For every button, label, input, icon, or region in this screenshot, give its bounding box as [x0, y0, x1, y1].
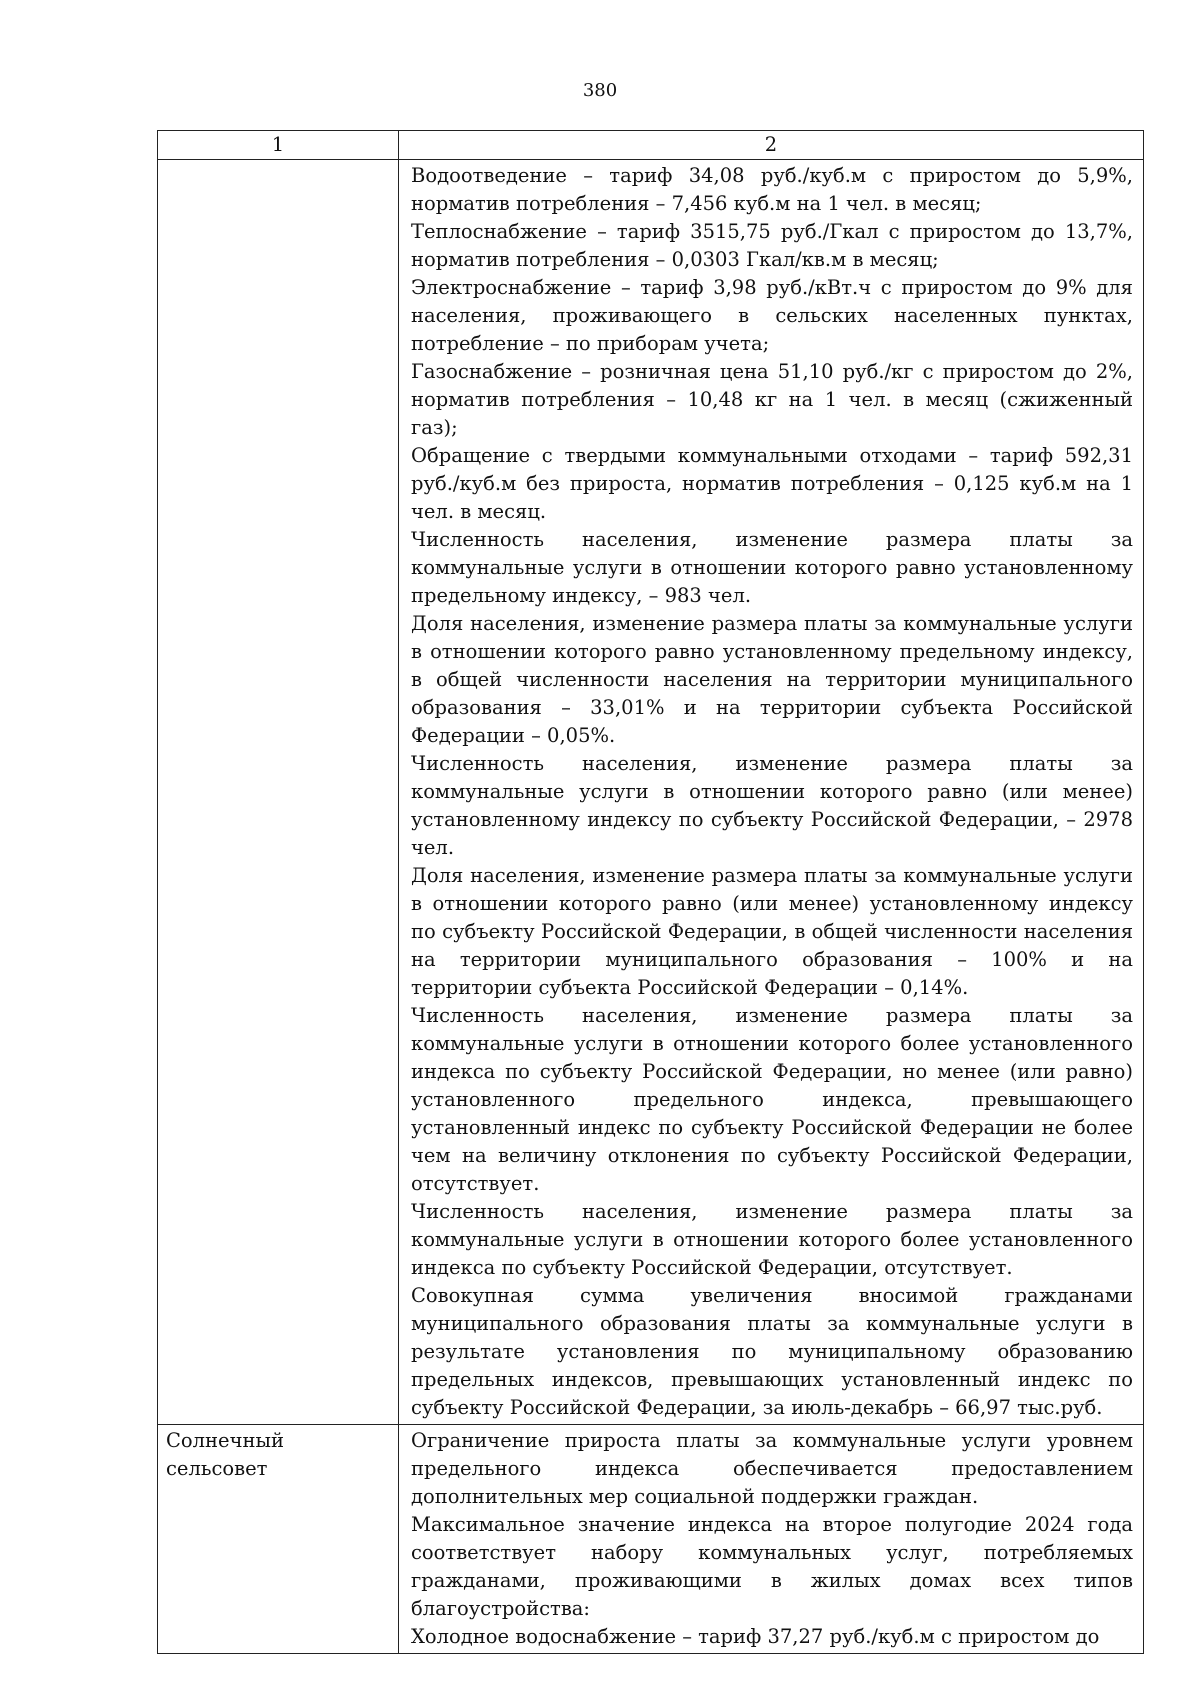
paragraph-gas-supply: Газоснабжение – розничная цена 51,10 руб./кг с приростом до 2%, норматив потребления – 10,48 кг на 1 чел. в месяц (сжиженный газ); — [411, 360, 1133, 439]
paragraph-growth-limit: Ограничение прироста платы за коммунальные услуги уровнем предельного индекса обеспечивается предоставлением дополнительных мер социальной поддержки граждан. — [411, 1429, 1133, 1508]
paragraph-share-equal-limit: Доля населения, изменение размера платы за коммунальные услуги в отношении которого равно установленному предельному индексу, в общей численности населения на территории муниципального образования – 33,01% и на территории субъекта Российской Федерации – 0,05%. — [411, 612, 1133, 747]
paragraph-electricity: Электроснабжение – тариф 3,98 руб./кВт.ч с приростом до 9% для населения, проживающего в сельских населенных пунктах, потребление – по приборам учета; — [411, 276, 1133, 355]
municipality-type: сельсовет — [166, 1457, 268, 1480]
municipality-cell — [158, 160, 399, 1425]
paragraph-solid-waste: Обращение с твердыми коммунальными отходами – тариф 592,31 руб./куб.м без прироста, норматив потребления – 0,125 куб.м на 1 чел. в месяц. — [411, 444, 1133, 523]
paragraph-cold-water: Холодное водоснабжение – тариф 37,27 руб./куб.м с приростом до — [411, 1625, 1100, 1648]
indicators-cell — [399, 160, 1144, 1425]
column-header-1: 1 — [158, 131, 399, 160]
paragraph-share-below-index: Доля населения, изменение размера платы за коммунальные услуги в отношении которого равно (или менее) установленному индексу по субъекту Российской Федерации, в общей численности населения на территории муниципального образования – 100% и на территории субъекта Российской Федерации – 0,14%. — [411, 864, 1133, 999]
paragraph-population-equal-limit: Численность населения, изменение размера платы за коммунальные услуги в отношении которого равно установленному предельному индексу, – 983 чел. — [411, 528, 1133, 607]
document-table — [157, 130, 1144, 1654]
paragraph-population-above-index: Численность населения, изменение размера платы за коммунальные услуги в отношении которого более установленного индекса по субъекту Российской Федерации, отсутствует. — [411, 1200, 1133, 1279]
page-number: 380 — [582, 80, 618, 101]
table-row — [158, 160, 1144, 1425]
municipality-name: Солнечный — [166, 1429, 284, 1452]
paragraph-heat-supply: Теплоснабжение – тариф 3515,75 руб./Гкал с приростом до 13,7%, норматив потребления – 0,0303 Гкал/кв.м в месяц; — [411, 220, 1133, 271]
municipality-cell — [158, 1425, 399, 1654]
paragraph-max-index: Максимальное значение индекса на второе полугодие 2024 года соответствует набору коммунальных услуг, потребляемых гражданами, проживающими в жилых домах всех типов благоустройства: — [411, 1513, 1133, 1620]
table-row — [158, 1425, 1144, 1654]
indicators-cell — [399, 1425, 1144, 1654]
column-header-2: 2 — [399, 131, 1144, 160]
paragraph-population-between-indexes: Численность населения, изменение размера платы за коммунальные услуги в отношении которого более установленного индекса по субъекту Российской Федерации, но менее (или равно) установленного предельного индекса, превышающего установленный индекс по субъекту Российской Федерации не более чем на величину отклонения по субъекту Российской Федерации, отсутствует. — [411, 1004, 1133, 1195]
table-header-row — [158, 131, 1144, 160]
paragraph-population-below-index: Численность населения, изменение размера платы за коммунальные услуги в отношении которого равно (или менее) установленному индексу по субъекту Российской Федерации, – 2978 чел. — [411, 752, 1133, 859]
paragraph-total-increase: Совокупная сумма увеличения вносимой гражданами муниципального образования платы за коммунальные услуги в результате установления по муниципальному образованию предельных индексов, превышающих установленный индекс по субъекту Российской Федерации, за июль-декабрь – 66,97 тыс.руб. — [411, 1284, 1133, 1419]
paragraph-water-disposal: Водоотведение – тариф 34,08 руб./куб.м с приростом до 5,9%, норматив потребления – 7,456 куб.м на 1 чел. в месяц; — [411, 164, 1133, 215]
